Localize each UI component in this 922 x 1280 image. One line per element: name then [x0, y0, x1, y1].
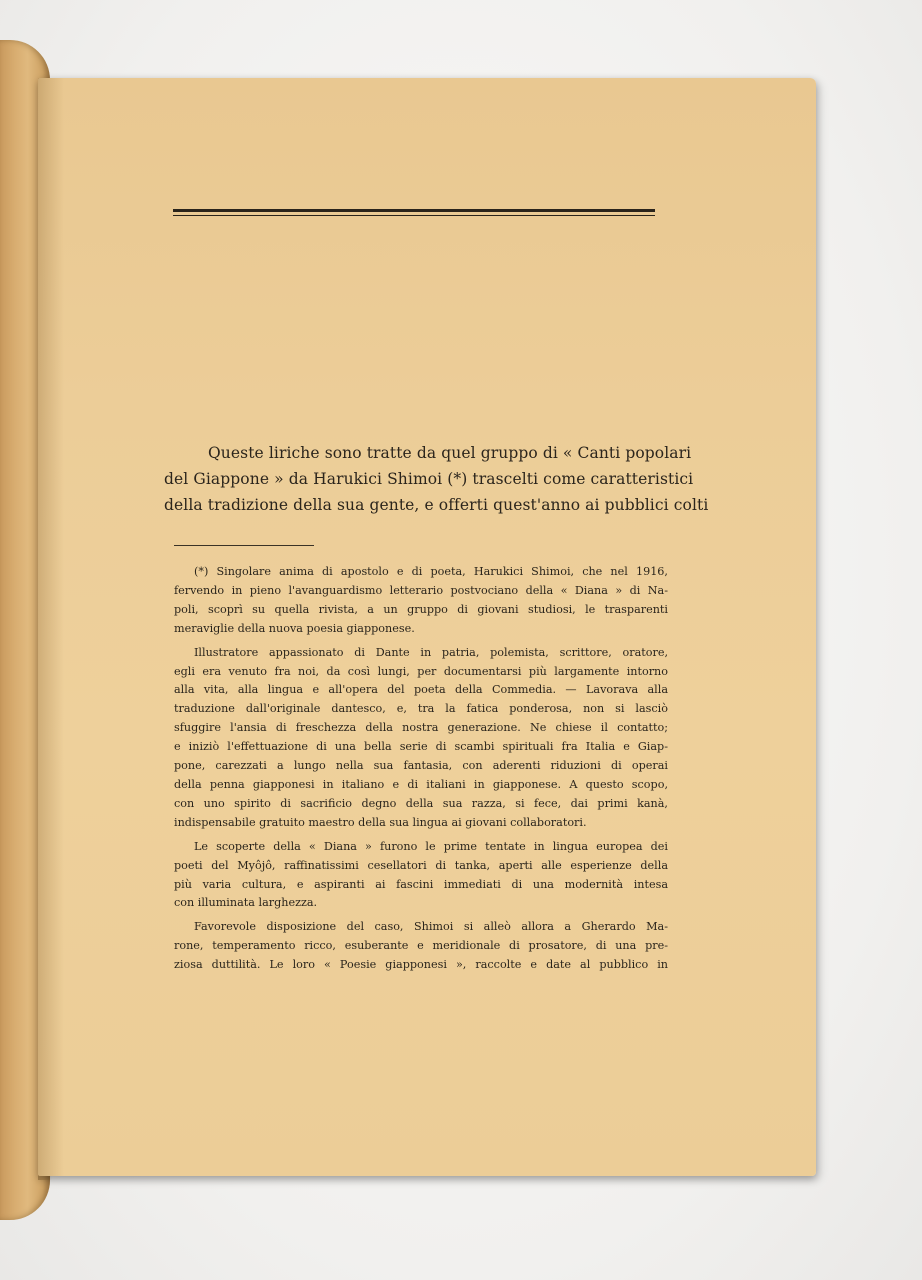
footnote-line: e iniziò l'effettuazione di una bella serie di scambi spirituali fra Italia e Giap-	[174, 740, 668, 754]
footnote-line: con illuminata larghezza.	[174, 896, 318, 910]
footnote	[174, 563, 668, 975]
footnote-line: traduzione dall'originale dantesco, e, tra la fatica ponderosa, non si lasciò	[174, 702, 668, 716]
footnote-line: con uno spirito di sacrificio degno della sua razza, si fece, dai primi kanà,	[174, 796, 668, 810]
header-rule-thick	[173, 209, 655, 212]
header-rule-thin	[173, 215, 655, 216]
footnote-line: sfuggire l'ansia di freschezza della nostra generazione. Ne chiese il contatto;	[174, 721, 668, 735]
footnote-rule	[174, 545, 314, 546]
footnote-line: Favorevole disposizione del caso, Shimoi si alleò allora a Gherardo Ma-	[194, 920, 668, 934]
footnote-line: Le scoperte della « Diana » furono le prime tentate in lingua europea dei	[194, 839, 668, 853]
intro-line: Queste liriche sono tratte da quel gruppo di « Canti popolari	[208, 444, 692, 462]
intro-line: della tradizione della sua gente, e offerti quest'anno ai pubblici colti	[164, 496, 709, 514]
footnote-line: egli era venuto fra noi, da così lungi, per documentarsi più largamente intorno	[174, 664, 668, 678]
footnote-line: meraviglie della nuova poesia giapponese.	[174, 621, 415, 635]
footnote-line: poeti del Myôjô, raffinatissimi cesellatori di tanka, aperti alle esperienze della	[174, 858, 668, 872]
intro-paragraph	[164, 440, 709, 518]
footnote-line: più varia cultura, e aspiranti ai fascini immediati di una modernità intesa	[174, 877, 668, 891]
footnote-line: pone, carezzati a lungo nella sua fantasia, con aderenti riduzioni di operai	[174, 759, 668, 773]
book-page	[38, 78, 816, 1176]
footnote-paragraph-3	[174, 838, 668, 914]
footnote-line: ziosa duttilità. Le loro « Poesie giapponesi », raccolte e date al pubblico in	[174, 958, 668, 972]
footnote-paragraph-2	[174, 644, 668, 833]
footnote-line: fervendo in pieno l'avanguardismo letterario postvociano della « Diana » di Na-	[174, 583, 668, 597]
footnote-line: Illustratore appassionato di Dante in patria, polemista, scrittore, oratore,	[194, 645, 668, 659]
footnote-line: alla vita, alla lingua e all'opera del poeta della Commedia. — Lavorava alla	[174, 683, 668, 697]
footnote-paragraph-4	[174, 918, 668, 975]
footnote-line: poli, scoprì su quella rivista, a un gruppo di giovani studiosi, le trasparenti	[174, 602, 668, 616]
footnote-line: indispensabile gratuito maestro della sua lingua ai giovani collaboratori.	[174, 815, 587, 829]
footnote-line: (*) Singolare anima di apostolo e di poeta, Harukici Shimoi, che nel 1916,	[194, 565, 668, 578]
footnote-paragraph-1	[174, 563, 668, 639]
intro-line: del Giappone » da Harukici Shimoi (*) trascelti come caratteristici	[164, 470, 694, 488]
footnote-line: rone, temperamento ricco, esuberante e meridionale di prosatore, di una pre-	[174, 939, 668, 953]
footnote-line: della penna giapponesi in italiano e di italiani in giapponese. A questo scopo,	[174, 777, 668, 791]
